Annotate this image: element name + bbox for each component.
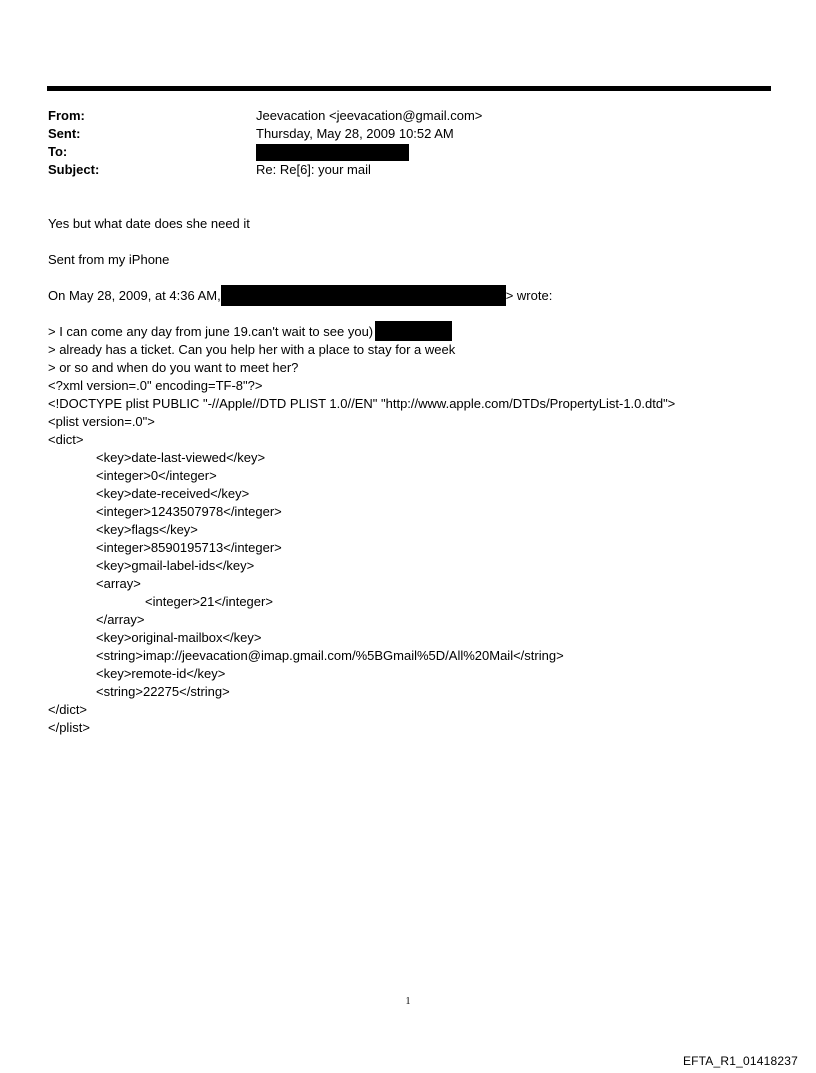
plist-line: <string>22275</string>: [96, 684, 230, 699]
plist-line: <dict>: [48, 432, 84, 447]
plist-line: <?xml version=.0" encoding=TF-8"?>: [48, 378, 263, 393]
plist-line: </array>: [96, 612, 145, 627]
quoted-text: > I can come any day from june 19.can't wait to see you): [48, 324, 374, 339]
plist-line: </dict>: [48, 702, 88, 717]
plist-line: <integer>1243507978</integer>: [96, 504, 282, 519]
plist-line: <integer>21</integer>: [145, 594, 273, 609]
quote-intro: [48, 287, 552, 306]
redaction-block: [256, 144, 409, 161]
plist-line: <plist version=.0">: [48, 414, 155, 429]
plist-line: <integer>0</integer>: [96, 468, 217, 483]
plist-line: <key>remote-id</key>: [96, 666, 226, 681]
quoted-line: > already has a ticket. Can you help her with a place to stay for a week: [48, 342, 456, 357]
from-value: Jeevacation <jeevacation@gmail.com>: [256, 108, 483, 123]
plist-line: </plist>: [48, 720, 90, 735]
plist-line: <array>: [96, 576, 141, 591]
subject-value: Re: Re[6]: your mail: [256, 162, 371, 177]
from-row: [48, 107, 768, 125]
sent-value: Thursday, May 28, 2009 10:52 AM: [256, 126, 454, 141]
plist-line: <key>flags</key>: [96, 522, 198, 537]
header-rule: [47, 86, 771, 91]
plist-line: <integer>8590195713</integer>: [96, 540, 282, 555]
plist-line: <key>original-mailbox</key>: [96, 630, 262, 645]
sent-row: [48, 125, 768, 143]
plist-line: <key>date-last-viewed</key>: [96, 450, 266, 465]
quoted-line: > or so and when do you want to meet her?: [48, 360, 299, 375]
sent-label: Sent:: [48, 126, 81, 141]
subject-row: [48, 161, 768, 179]
quote-intro-prefix: On May 28, 2009, at 4:36 AM,: [48, 288, 221, 303]
to-row: [48, 143, 768, 161]
plist-line: <!DOCTYPE plist PUBLIC "-//Apple//DTD PLIST 1.0//EN" "http://www.apple.com/DTDs/PropertyList-1.0.dtd">: [48, 396, 676, 411]
quote-intro-suffix: > wrote:: [505, 288, 553, 303]
document-id: EFTA_R1_01418237: [682, 1054, 798, 1068]
redaction-block: [221, 285, 506, 306]
quoted-line: [48, 323, 452, 341]
redaction-block: [375, 321, 452, 341]
subject-label: Subject:: [48, 162, 100, 177]
plist-line: <key>gmail-label-ids</key>: [96, 558, 255, 573]
plist-line: <string>imap://jeevacation@imap.gmail.com/%5BGmail%5D/All%20Mail</string>: [96, 648, 564, 663]
to-label: To:: [48, 144, 68, 159]
body-line: Yes but what date does she need it: [48, 216, 250, 231]
to-value: [256, 143, 409, 161]
plist-line: <key>date-received</key>: [96, 486, 250, 501]
from-label: From:: [48, 108, 85, 123]
page-number: 1: [405, 996, 411, 1007]
signature-line: Sent from my iPhone: [48, 252, 170, 267]
